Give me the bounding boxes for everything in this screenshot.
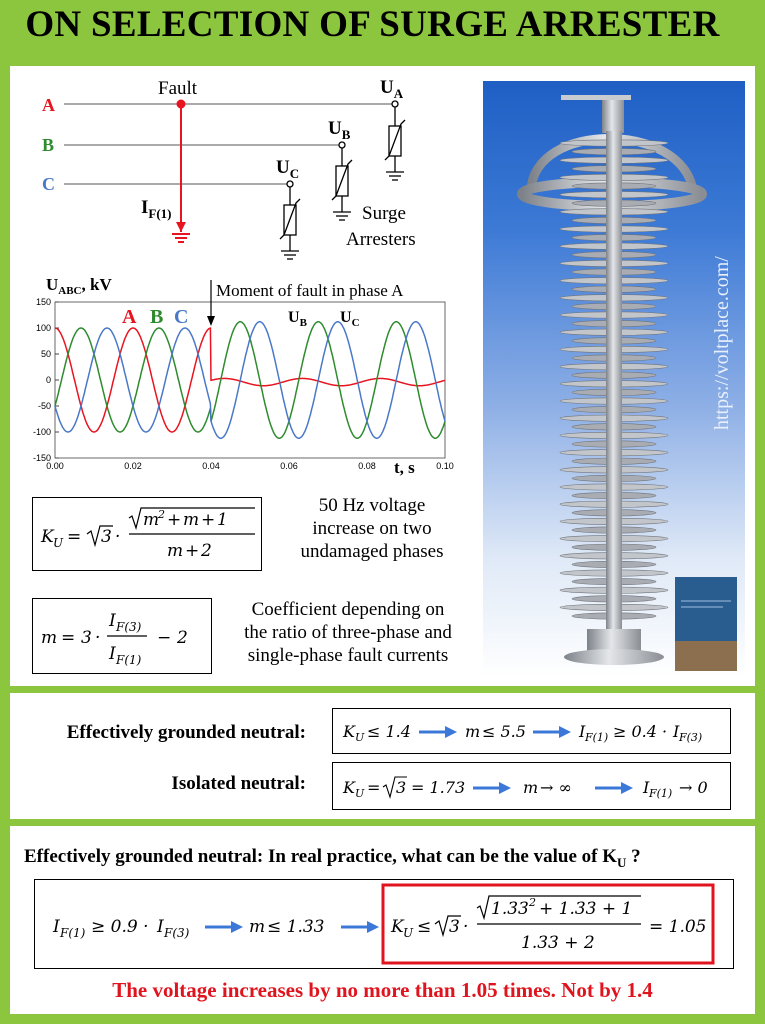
svg-text:2: 2 <box>529 896 536 909</box>
svg-text:=: = <box>367 778 381 797</box>
svg-text:=: = <box>61 628 76 648</box>
x-tick-label: 0.04 <box>202 461 220 471</box>
svg-text:K: K <box>391 917 404 937</box>
fault-current-label: $I_{F(1)}$ <box>141 197 172 221</box>
svg-text:1.33: 1.33 <box>491 899 529 919</box>
conclusion-text: The voltage increases by no more than 1.05 times. Not by 1.4 <box>112 978 653 1002</box>
ub-label: $U_B$ <box>328 118 351 142</box>
formula-m-box <box>32 598 212 674</box>
fault-label: Fault <box>158 78 198 99</box>
svg-text:1.33 + 2: 1.33 + 2 <box>521 933 595 953</box>
formula-ku <box>33 498 261 570</box>
svg-text:→ 0: → 0 <box>679 778 708 797</box>
svg-text:= 1.05: = 1.05 <box>649 917 707 937</box>
watermark-text: https://voltplace.com/ <box>711 256 733 430</box>
svg-text:I: I <box>579 722 586 741</box>
formula-ku-box <box>32 497 262 571</box>
svg-text:·: · <box>463 917 469 937</box>
svg-text:F(3): F(3) <box>116 620 142 634</box>
svg-text:≥ 0.9 ·: ≥ 0.9 · <box>91 917 149 937</box>
svg-text:3: 3 <box>449 917 460 937</box>
y-tick-label: -100 <box>32 427 51 437</box>
series-label-c: C <box>174 306 189 328</box>
svg-text:3: 3 <box>396 778 407 797</box>
series-label-ub: $U_B$ <box>288 309 307 329</box>
svg-text:U: U <box>355 787 365 800</box>
x-tick-label: 0.10 <box>436 461 454 471</box>
y-tick-label: -50 <box>37 401 51 411</box>
real-practice-question: Effectively grounded neutral: In real practice, what can be the value of $K_U$ ? <box>24 846 641 870</box>
svg-text:K: K <box>41 527 54 547</box>
series-label-a: A <box>122 306 137 328</box>
y-tick-label: 50 <box>40 349 51 359</box>
x-tick-label: 0.08 <box>358 461 376 471</box>
svg-text:2: 2 <box>158 508 165 521</box>
chart-ylabel: $U_{ABC}$, kV <box>46 275 112 297</box>
isolated-neutral-formula-box <box>332 762 731 810</box>
svg-text:3: 3 <box>101 527 112 547</box>
svg-text:≤: ≤ <box>417 917 432 937</box>
svg-text:3: 3 <box>81 628 92 648</box>
svg-text:I: I <box>109 644 116 664</box>
svg-text:I: I <box>109 611 116 631</box>
isolated-neutral-formula <box>333 763 730 809</box>
series-label-b: B <box>150 306 164 328</box>
svg-text:+: + <box>167 510 182 530</box>
svg-text:1: 1 <box>217 510 228 530</box>
svg-text:2: 2 <box>177 628 188 648</box>
svg-text:U: U <box>53 536 64 550</box>
svg-text:=: = <box>67 527 82 547</box>
y-tick-label: 0 <box>45 375 51 385</box>
svg-text:m: m <box>183 510 200 530</box>
svg-text:F(1): F(1) <box>60 926 86 940</box>
x-tick-label: 0.06 <box>280 461 298 471</box>
fault-arrow-head <box>176 222 186 232</box>
effectively-grounded-formula <box>333 709 730 753</box>
svg-text:m: m <box>523 778 539 797</box>
svg-text:K: K <box>343 722 355 741</box>
watermark <box>688 230 748 430</box>
svg-text:F(3): F(3) <box>679 731 703 744</box>
x-tick-label: 0.00 <box>46 461 64 471</box>
svg-text:+: + <box>185 541 200 561</box>
svg-text:→ ∞: → ∞ <box>540 778 572 797</box>
svg-text:F(1): F(1) <box>116 653 142 667</box>
svg-text:≥ 0.4 ·: ≥ 0.4 · <box>613 722 668 741</box>
svg-text:≤ 5.5: ≤ 5.5 <box>482 722 526 741</box>
svg-text:I: I <box>673 722 680 741</box>
arresters-label-2: Arresters <box>346 229 416 250</box>
series-label-uc: $U_C$ <box>340 309 360 329</box>
svg-text:·: · <box>115 527 121 547</box>
svg-text:F(1): F(1) <box>585 731 609 744</box>
arrester-b-icon <box>332 142 352 220</box>
svg-text:I: I <box>157 917 164 937</box>
effectively-grounded-label: Effectively grounded neutral: <box>66 722 306 743</box>
chart-annotation: Moment of fault in phase A <box>216 281 404 300</box>
svg-text:m: m <box>143 510 160 530</box>
svg-text:m: m <box>41 628 58 648</box>
svg-text:F(3): F(3) <box>164 926 190 940</box>
svg-text:m: m <box>249 917 266 937</box>
arrester-a-icon <box>385 101 405 180</box>
phase-a-label: A <box>42 95 55 115</box>
uc-label: $U_C$ <box>276 157 300 181</box>
svg-text:U: U <box>355 731 365 744</box>
y-tick-label: 150 <box>35 297 51 307</box>
voltage-chart <box>0 270 480 480</box>
formula-ku-description: 50 Hz voltage increase on two undamaged phases <box>300 495 444 562</box>
arrester-c-icon <box>280 181 300 259</box>
svg-text:≤ 1.4: ≤ 1.4 <box>367 722 411 741</box>
svg-text:I: I <box>53 917 60 937</box>
phase-b-label: B <box>42 135 55 155</box>
real-practice-formula-box <box>34 879 734 969</box>
formula-m-description: Coefficient depending on the ratio of three-phase and single-phase fault currents <box>244 599 452 666</box>
effectively-grounded-formula-box <box>332 708 731 754</box>
svg-text:K: K <box>343 778 355 797</box>
ua-label: $U_A$ <box>380 77 404 101</box>
svg-text:2: 2 <box>201 541 212 561</box>
svg-text:I: I <box>643 778 650 797</box>
svg-text:−: − <box>157 628 172 648</box>
x-tick-label: 0.02 <box>124 461 142 471</box>
svg-text:m: m <box>465 722 481 741</box>
isolated-neutral-label: Isolated neutral: <box>171 773 306 794</box>
arresters-label-1: Surge <box>362 203 406 224</box>
chart-xlabel: t, s <box>394 458 415 477</box>
svg-text:= 1.73: = 1.73 <box>411 778 466 797</box>
svg-text:+ 1.33 + 1: + 1.33 + 1 <box>539 899 633 919</box>
page-title: ON SELECTION OF SURGE ARRESTER <box>25 3 720 45</box>
svg-text:m: m <box>167 541 184 561</box>
y-tick-label: 100 <box>35 323 51 333</box>
formula-m <box>33 599 211 673</box>
svg-text:F(1): F(1) <box>649 787 673 800</box>
svg-text:+: + <box>201 510 216 530</box>
real-practice-formula <box>35 880 733 968</box>
svg-text:≤ 1.33: ≤ 1.33 <box>267 917 325 937</box>
circuit-diagram <box>0 0 480 270</box>
svg-text:·: · <box>95 628 101 648</box>
svg-text:U: U <box>403 926 414 940</box>
phase-c-label: C <box>42 174 55 194</box>
y-tick-label: -150 <box>32 453 51 463</box>
